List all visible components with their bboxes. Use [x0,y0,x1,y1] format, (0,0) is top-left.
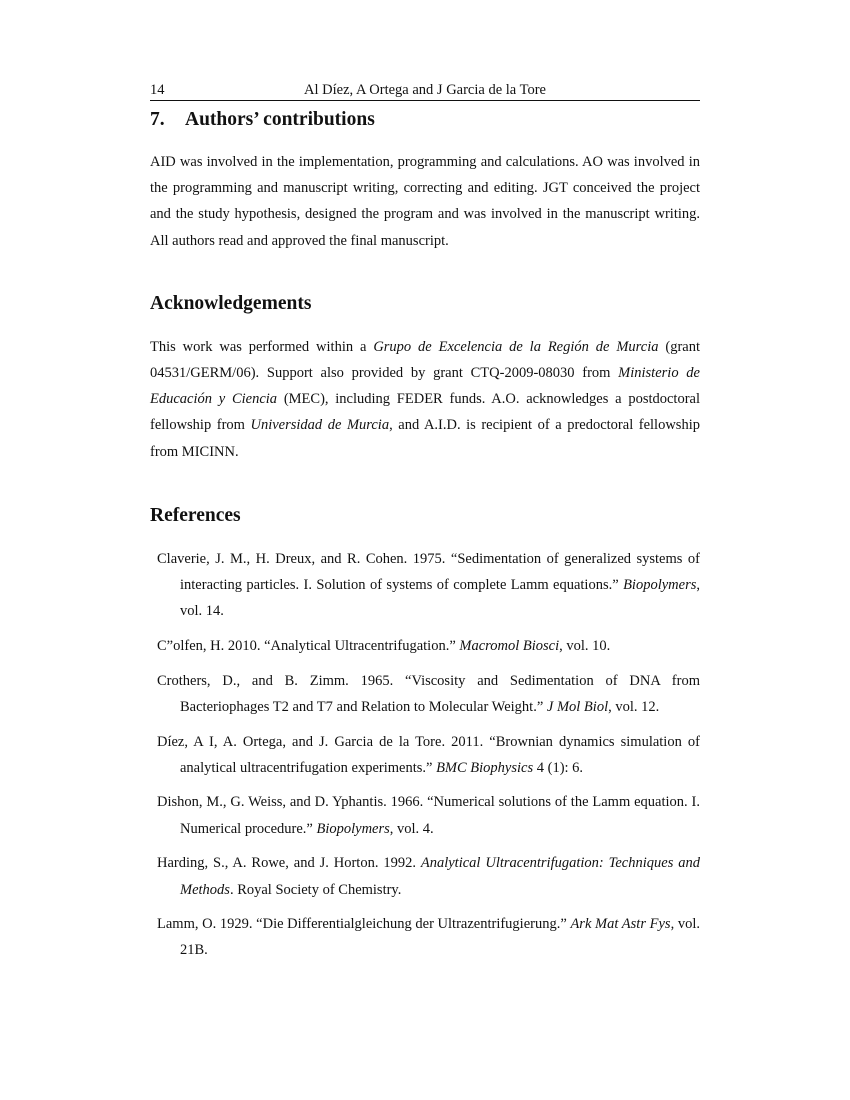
ack-text: , and A.I.D. is recipient of a predoctoral fellowship from MICINN. [150,417,700,460]
section-references [150,505,700,964]
reference-venue: Biopolymers [316,820,390,837]
section-authors-contributions [150,109,700,254]
reference-item [150,850,700,902]
ack-text: This work was performed within a [150,338,374,355]
reference-text: Dishon, M., G. Weiss, and D. Yphantis. 1966. “Numerical solutions of the Lamm equation. I. Numerical procedure.” [157,794,700,837]
reference-item [150,633,700,659]
acknowledgements-paragraph [150,334,700,465]
running-header [150,80,700,101]
reference-text: , vol. 4. [389,820,434,837]
reference-text: Lamm, O. 1929. “Die Differentialgleichung der Ultrazentrifugierung.” [157,916,571,933]
reference-item [150,668,700,720]
contributions-paragraph: AID was involved in the implementation, programming and calculations. AO was involved in the programming and manuscript writing, correcting and editing. JGT conceived the project and the study hypothesis, designed the program and was involved in the manuscript writing. All authors read and approved the final manuscript. [150,154,700,249]
reference-item [150,911,700,963]
reference-text: , vol. 21B. [180,916,700,959]
reference-item [150,546,700,625]
reference-text: , vol. 14. [180,577,700,620]
section-number: 7. [150,109,165,130]
section-heading-acknowledgements: Acknowledgements [150,292,312,314]
section-heading-references: References [150,504,241,526]
ack-italic-text: Ministerio de Educación y Ciencia [150,365,700,408]
reference-text: Díez, A I, A. Ortega, and J. Garcia de la Tore. 2011. “Brownian dynamics simulation of analytical ultracentrifugation experiments.” [157,733,700,776]
section-heading-contributions [150,109,700,131]
ack-text: (MEC), including FEDER funds. A.O. acknowledges a postdoctoral fellowship from [150,391,700,434]
reference-venue: J Mol Biol [546,698,609,715]
reference-venue: Ark Mat Astr Fys [570,916,671,933]
section-title: Authors’ contributions [185,109,375,130]
reference-text: Claverie, J. M., H. Dreux, and R. Cohen. 1975. “Sedimentation of generalized systems of interacting particles. I. Solution of systems of complete Lamm equations.” [157,550,700,594]
reference-text: Crothers, D., and B. Zimm. 1965. “Viscosity and Sedimentation of DNA from Bacteriophages T2 and T7 and Relation to Molecular Weight.” [157,672,700,715]
reference-text: Harding, S., A. Rowe, and J. Horton. 1992. [157,855,421,872]
page [150,80,700,964]
section-acknowledgements [150,293,700,465]
reference-venue: Analytical Ultracentrifugation: Techniques and Methods [180,855,700,898]
reference-item [150,729,700,781]
running-header-authors: Al Díez, A Ortega and J Garcia de la Tore [304,82,546,98]
reference-text: 4 (1): 6. [533,759,584,776]
reference-list [150,546,700,964]
ack-italic-text: Grupo de Excelencia de la Región de Murcia [373,338,659,355]
ack-text: (grant 04531/GERM/06). Support also provided by grant CTQ-2009-08030 from [150,338,701,382]
reference-item [150,789,700,841]
reference-text: . Royal Society of Chemistry. [229,881,402,898]
reference-venue: Macromol Biosci [459,637,560,654]
ack-italic-text: Universidad de Murcia [250,417,390,434]
reference-venue: Biopolymers [623,577,697,594]
reference-text: , vol. 12. [608,698,660,715]
reference-text: , vol. 10. [559,637,611,654]
reference-text: C”olfen, H. 2010. “Analytical Ultracentrifugation.” [157,637,460,654]
page-number: 14 [150,82,165,98]
reference-venue: BMC Biophysics [436,759,534,776]
